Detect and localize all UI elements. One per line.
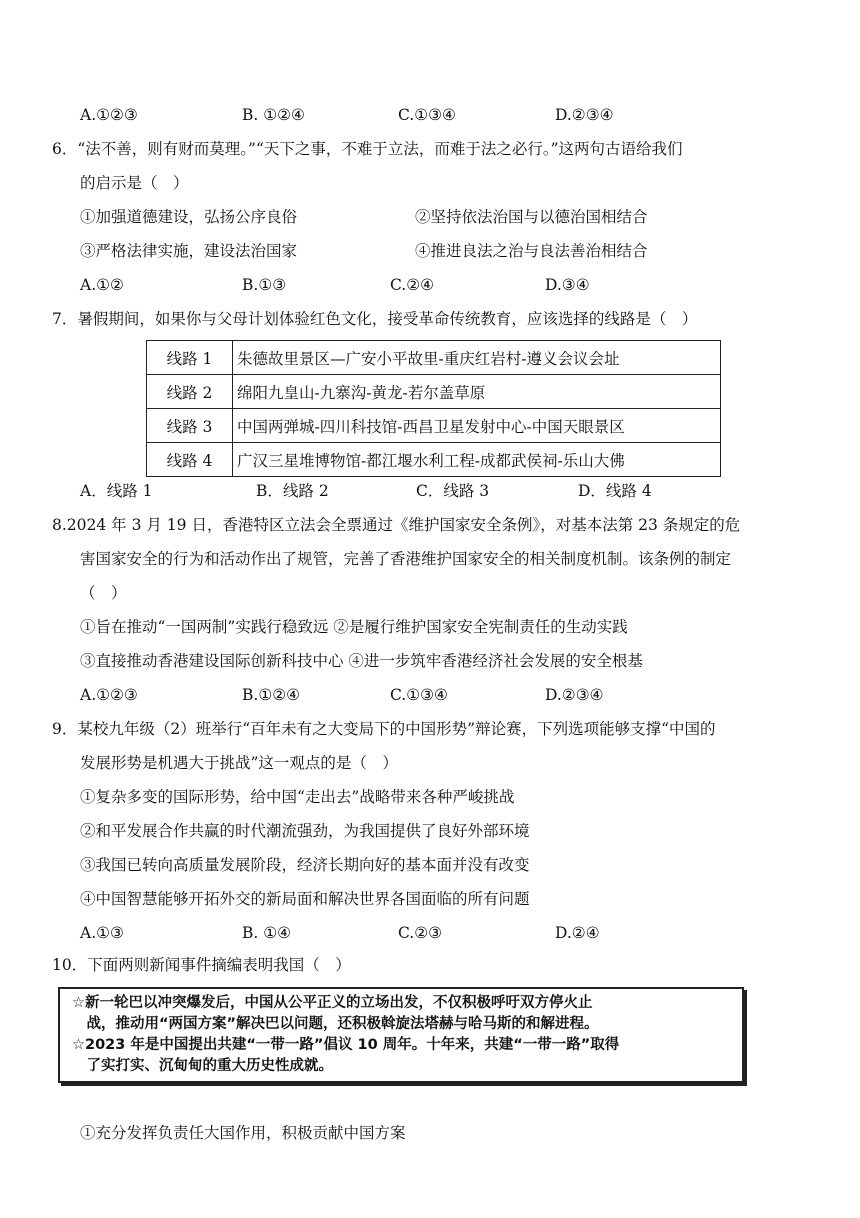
q7-option-c: C．线路 3 bbox=[416, 482, 490, 500]
q8-option-b: B.①②④ bbox=[242, 686, 301, 704]
q6-item-1: ①加强道德建设，弘扬公序良俗 bbox=[80, 208, 298, 226]
q5-option-c: C.①③④ bbox=[398, 106, 456, 124]
q6-option-a: A.①② bbox=[80, 276, 124, 294]
table-row bbox=[147, 443, 721, 477]
q9-item-3: ③我国已转向高质量发展阶段，经济长期向好的基本面并没有改变 bbox=[80, 856, 530, 874]
q6-option-c: C.②④ bbox=[390, 276, 435, 294]
route-path: 绵阳九皇山-九寨沟-黄龙-若尔盖草原 bbox=[233, 375, 721, 409]
route-name: 线路 2 bbox=[147, 375, 233, 409]
q7-option-d: D．线路 4 bbox=[578, 482, 652, 500]
q7-option-a: A．线路 1 bbox=[80, 482, 153, 500]
news-line-1: ☆新一轮巴以冲突爆发后，中国从公平正义的立场出发，不仅积极呼吁双方停火止 bbox=[72, 995, 593, 1011]
q6-item-2: ②坚持依法治国与以德治国相结合 bbox=[415, 208, 648, 226]
q8-stem-line1: 8.2024 年 3 月 19 日，香港特区立法会全票通过《维护国家安全条例》，对基本法第 23 条规定的危 bbox=[52, 516, 741, 534]
q8-item-1-2: ①旨在推动“一国两制”实践行稳致远 ②是履行维护国家安全宪制责任的生动实践 bbox=[80, 618, 628, 636]
table-row bbox=[147, 341, 721, 375]
q9-item-4: ④中国智慧能够开拓外交的新局面和解决世界各国面临的所有问题 bbox=[80, 890, 530, 908]
news-line-4: 了实打实、沉甸甸的重大历史性成就。 bbox=[72, 1058, 333, 1074]
q9-option-c: C.②③ bbox=[398, 924, 443, 942]
q9-option-a: A.①③ bbox=[80, 924, 124, 942]
q8-option-a: A.①②③ bbox=[80, 686, 138, 704]
route-name: 线路 3 bbox=[147, 409, 233, 443]
q9-option-d: D.②④ bbox=[555, 924, 600, 942]
q6-item-3: ③严格法律实施，建设法治国家 bbox=[80, 242, 298, 260]
q6-stem-line1: 6．“法不善，则有财而莫理。”“天下之事，不难于立法，而难于法之必行。”这两句古语给我们 bbox=[52, 140, 683, 158]
route-path: 广汉三星堆博物馆-都江堰水利工程-成都武侯祠-乐山大佛 bbox=[233, 443, 721, 477]
route-name: 线路 4 bbox=[147, 443, 233, 477]
q8-option-d: D.②③④ bbox=[545, 686, 604, 704]
news-line-3: ☆2023 年是中国提出共建“一带一路”倡议 10 周年。十年来，共建“一带一路”取得 bbox=[72, 1037, 620, 1053]
table-row bbox=[147, 409, 721, 443]
route-name: 线路 1 bbox=[147, 341, 233, 375]
q5-option-d: D.②③④ bbox=[555, 106, 614, 124]
q9-stem-line1: 9．某校九年级（2）班举行“百年未有之大变局下的中国形势”辩论赛，下列选项能够支撑“中国的 bbox=[52, 720, 716, 738]
table-row bbox=[147, 375, 721, 409]
q8-option-c: C.①③④ bbox=[390, 686, 448, 704]
q6-stem-line2: 的启示是（ ） bbox=[80, 174, 189, 192]
q9-option-b: B. ①④ bbox=[242, 924, 292, 942]
q9-item-2: ②和平发展合作共赢的时代潮流强劲，为我国提供了良好外部环境 bbox=[80, 822, 530, 840]
q7-routes-table bbox=[146, 340, 721, 477]
q6-item-4: ④推进良法之治与良法善治相结合 bbox=[415, 242, 648, 260]
route-path: 中国两弹城-四川科技馆-西昌卫星发射中心-中国天眼景区 bbox=[233, 409, 721, 443]
q8-stem-line2: 害国家安全的行为和活动作出了规管，完善了香港维护国家安全的相关制度机制。该条例的制定 bbox=[80, 550, 732, 568]
q7-stem: 7．暑假期间，如果你与父母计划体验红色文化，接受革命传统教育，应该选择的线路是（ ） bbox=[52, 310, 698, 328]
q10-news-box bbox=[58, 987, 744, 1083]
q8-stem-line3: （ ） bbox=[80, 584, 127, 602]
q6-option-b: B.①③ bbox=[242, 276, 287, 294]
q7-option-b: B．线路 2 bbox=[256, 482, 329, 500]
news-line-2: 战，推动用“两国方案”解决巴以问题，还积极斡旋法塔赫与哈马斯的和解进程。 bbox=[72, 1016, 599, 1032]
route-path: 朱德故里景区—广安小平故里-重庆红岩村-遵义会议会址 bbox=[233, 341, 721, 375]
q6-option-d: D.③④ bbox=[545, 276, 590, 294]
q10-stem: 10．下面两则新闻事件摘编表明我国（ ） bbox=[52, 956, 351, 974]
q9-item-1: ①复杂多变的国际形势，给中国“走出去”战略带来各种严峻挑战 bbox=[80, 788, 515, 806]
q9-stem-line2: 发展形势是机遇大于挑战”这一观点的是（ ） bbox=[80, 754, 398, 772]
q5-option-b: B. ①②④ bbox=[242, 106, 305, 124]
q5-option-a: A.①②③ bbox=[80, 106, 138, 124]
q8-item-3-4: ③直接推动香港建设国际创新科技中心 ④进一步筑牢香港经济社会发展的安全根基 bbox=[80, 652, 643, 670]
q10-item-1: ①充分发挥负责任大国作用，积极贡献中国方案 bbox=[80, 1124, 406, 1142]
